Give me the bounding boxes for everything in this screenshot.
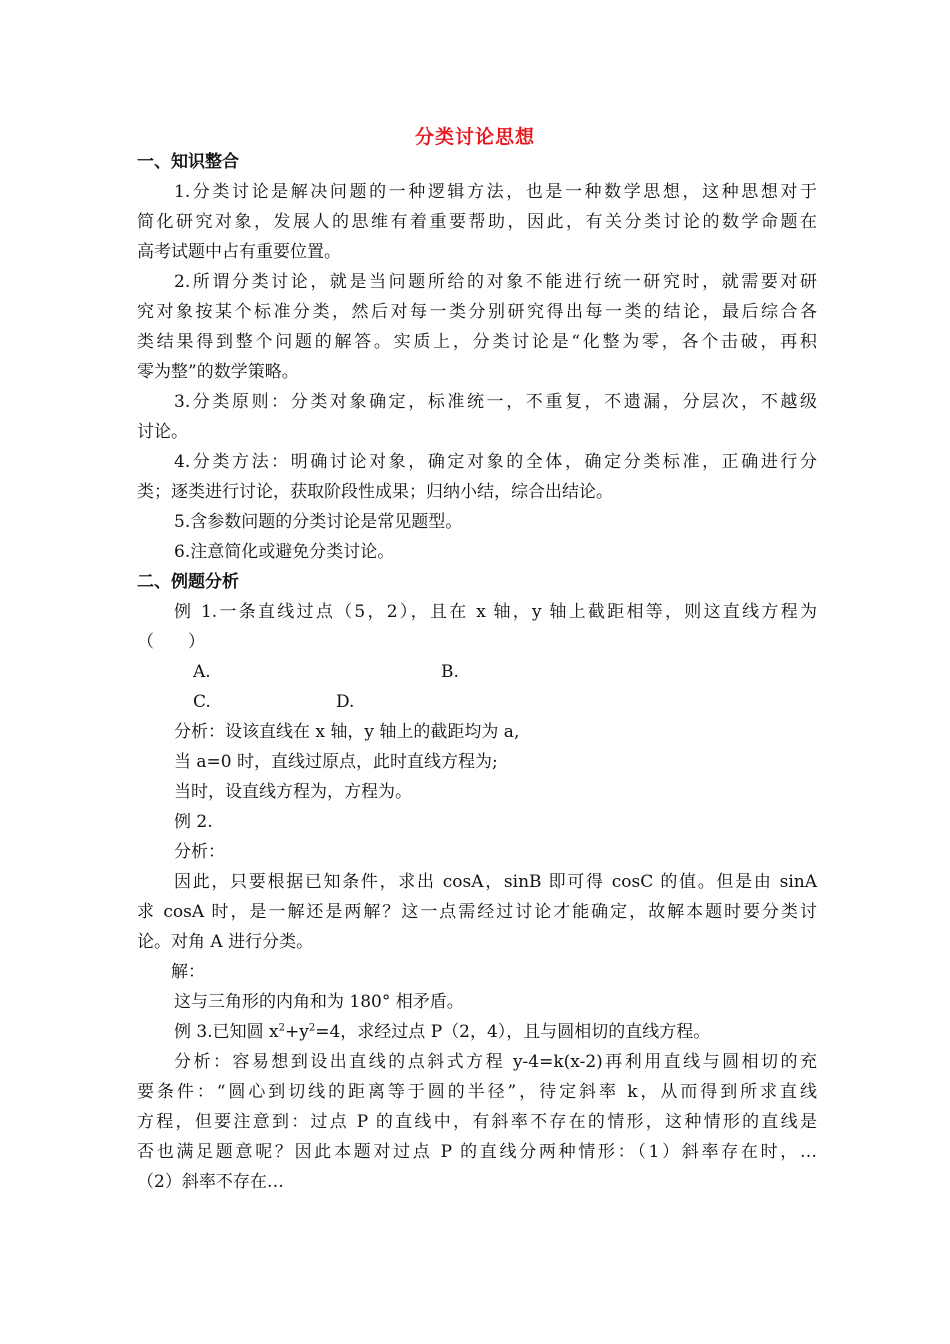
paragraph-line: 类；逐类进行讨论，获取阶段性成果；归纳小结，综合出结论。 [137, 482, 613, 502]
example-2-body: 求 cosA 时，是一解还是两解？这一点需经过讨论才能确定，故解本题时要分类讨 [137, 902, 817, 922]
example-3-question [137, 1017, 817, 1047]
example-2-analysis-label: 分析： [174, 842, 225, 862]
paragraph-line: 5.含参数问题的分类讨论是常见题型。 [174, 512, 463, 532]
example-1-analysis: 分析：设该直线在 x 轴，y 轴上的截距均为 a, [174, 722, 520, 742]
example-2-body: 论。对角 A 进行分类。 [137, 932, 314, 952]
document-body [137, 147, 817, 1197]
document-title: 分类讨论思想 [414, 126, 535, 148]
superscript: 2 [308, 1022, 316, 1034]
example-1-options-ab [137, 657, 817, 687]
option-d: D. [336, 692, 355, 712]
option-c: C. [193, 692, 211, 712]
option-a: A. [193, 662, 211, 682]
paragraph-line: 2.所谓分类讨论，就是当问题所给的对象不能进行统一研究时，就需要对研 [174, 272, 817, 292]
example-2-body: 因此，只要根据已知条件，求出 cosA，sinB 即可得 cosC 的值。但是由 sinA [174, 872, 817, 892]
example-3-analysis: 否也满足题意呢？因此本题对过点 P 的直线分两种情形：（1）斜率存在时，… [137, 1142, 817, 1162]
paragraph-line: 讨论。 [137, 422, 188, 442]
section-heading-knowledge: 一、知识整合 [137, 152, 239, 172]
paragraph-line: 类结果得到整个问题的解答。实质上，分类讨论是“化整为零，各个击破，再积 [137, 332, 817, 352]
example-3-analysis: （2）斜率不存在… [137, 1172, 284, 1192]
paragraph-line: 零为整”的数学策略。 [137, 362, 299, 382]
example-2-conclusion: 这与三角形的内角和为 180° 相矛盾。 [174, 992, 464, 1012]
example-3-prefix: 例 3.已知圆 x [174, 1022, 279, 1042]
option-b: B. [441, 662, 459, 682]
paragraph-line: 6.注意简化或避免分类讨论。 [174, 542, 395, 562]
paragraph-line: 3.分类原则：分类对象确定，标准统一，不重复，不遗漏，分层次，不越级 [174, 392, 817, 412]
example-3-analysis: 要条件：“圆心到切线的距离等于圆的半径”，待定斜率 k，从而得到所求直线 [137, 1082, 817, 1102]
paragraph-line: 1.分类讨论是解决问题的一种逻辑方法，也是一种数学思想，这种思想对于 [174, 182, 817, 202]
example-1-analysis: 当 a=0 时，直线过原点，此时直线方程为; [174, 752, 498, 772]
example-2-label: 例 2. [174, 812, 213, 832]
superscript: 2 [278, 1022, 285, 1034]
section-heading-examples: 二、例题分析 [137, 572, 239, 592]
example-1-question: 例 1.一条直线过点（5，2），且在 x 轴，y 轴上截距相等，则这直线方程为 [174, 602, 817, 622]
paragraph-line: 高考试题中占有重要位置。 [137, 242, 341, 262]
paragraph-line: 简化研究对象，发展人的思维有着重要帮助，因此，有关分类讨论的数学命题在 [137, 212, 817, 232]
paragraph-line: 4.分类方法：明确讨论对象，确定对象的全体，确定分类标准，正确进行分 [174, 452, 817, 472]
example-3-suffix: =4，求经过点 P（2，4），且与圆相切的直线方程。 [315, 1022, 711, 1042]
paragraph-line: 究对象按某个标准分类，然后对每一类分别研究得出每一类的结论，最后综合各 [137, 302, 817, 322]
example-1-question: （ ） [137, 632, 205, 652]
example-1-analysis: 当时，设直线方程为，方程为。 [174, 782, 412, 802]
example-1-options-cd [137, 687, 817, 717]
example-3-analysis: 分析：容易想到设出直线的点斜式方程 y-4=k(x-2)再利用直线与圆相切的充 [174, 1052, 817, 1072]
example-2-solution-label: 解： [171, 962, 205, 982]
example-3-mid: +y [285, 1022, 309, 1042]
example-3-analysis: 方程，但要注意到：过点 P 的直线中，有斜率不存在的情形，这种情形的直线是 [137, 1112, 817, 1132]
